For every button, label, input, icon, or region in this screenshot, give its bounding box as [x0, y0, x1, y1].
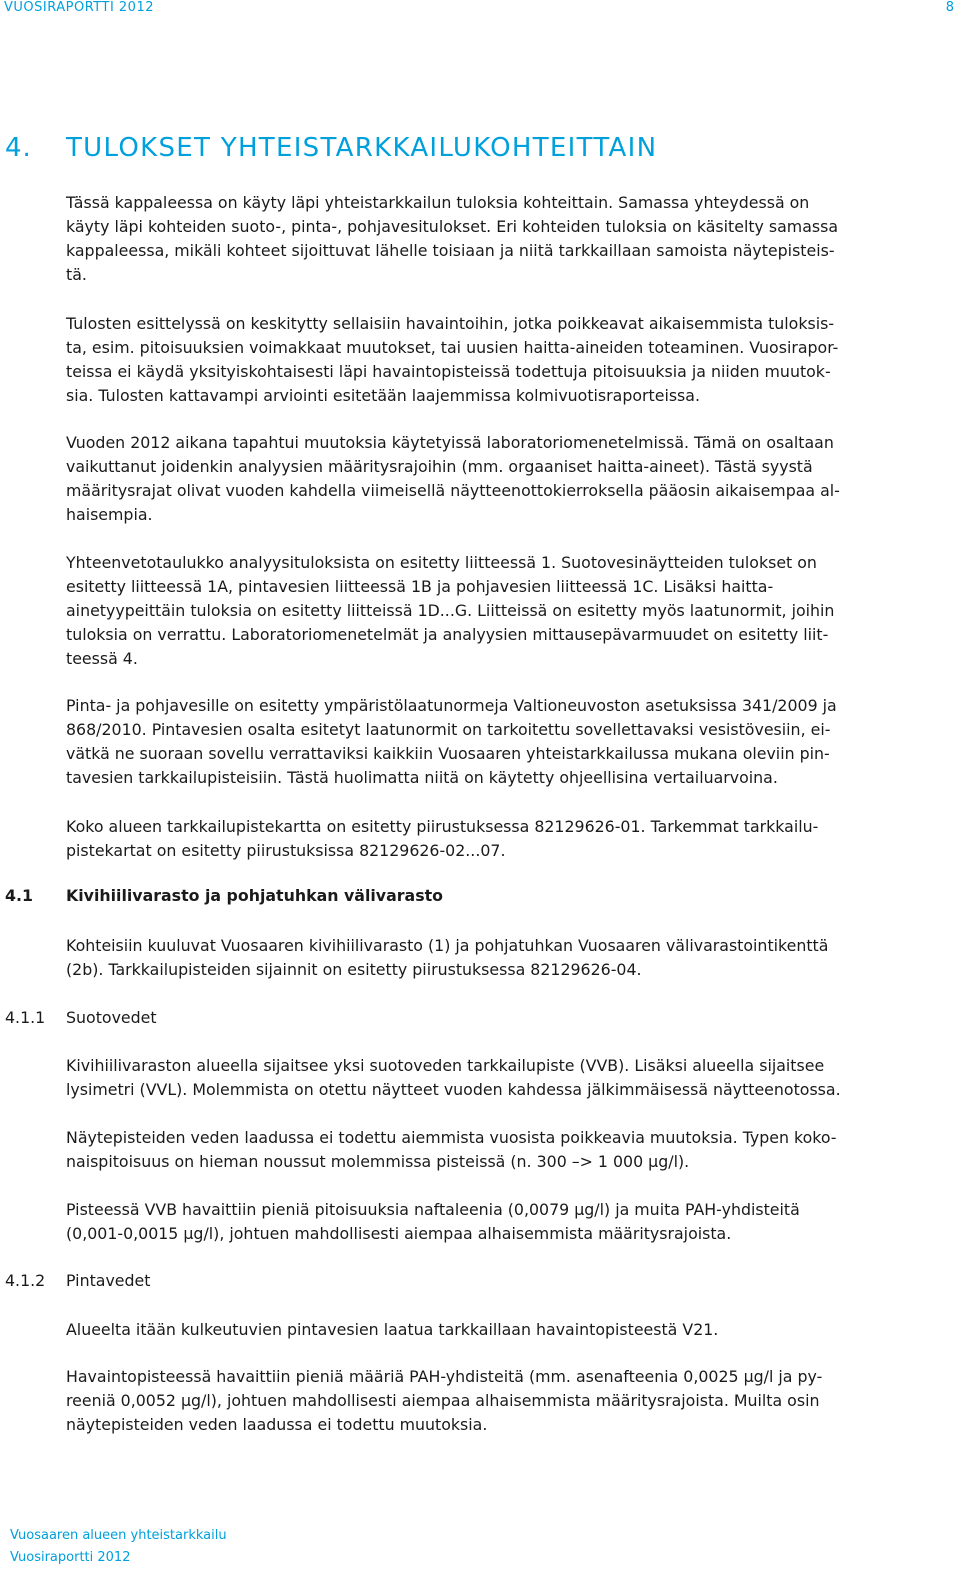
footer-line-2: Vuosiraportti 2012 — [10, 1550, 131, 1565]
paragraph: Pinta- ja pohjavesille on esitetty ympäristölaatunormeja Valtioneuvoston asetuksissa 341/2009 ja 868/2010. Pintavesien osalta esitetyt laatunormit on tarkoitettu sovellettavaksi vesistövesiin, ei- vätkä ne suoraan sovellu verrattaviksi kaikkiin Vuosaaren yhteistarkkailussa mukana oleviin pin- tavesien tarkkailupisteisiin. Tästä huolimatta niitä on käytetty ohjeellisina vertailuarvoina. — [66, 696, 837, 787]
paragraph: Kivihiilivaraston alueella sijaitsee yksi suotoveden tarkkailupiste (VVB). Lisäksi alueella sijaitsee lysimetri (VVL). Molemmista on otettu näytteet vuoden kahdessa jälkimmäisessä näytteenotossa. — [66, 1056, 841, 1099]
chapter-number: 4. — [5, 133, 32, 163]
subsection-number: 4.1.1 — [5, 1008, 46, 1027]
paragraph: Vuoden 2012 aikana tapahtui muutoksia käytetyissä laboratoriomenetelmissä. Tämä on osaltaan vaikuttanut joidenkin analyysien määritysrajoihin (mm. orgaaniset haitta-aineet). Tästä syystä määritysrajat olivat vuoden kahdella viimeisellä näytteenottokierroksella pääosin aikaisempaa al- haisempia. — [66, 433, 840, 524]
paragraph: Näytepisteiden veden laadussa ei todettu aiemmista vuosista poikkeavia muutoksia. Typen koko- naispitoisuus on hieman noussut molemmissa pisteissä (n. 300 –> 1 000 μg/l). — [66, 1128, 837, 1171]
paragraph: Yhteenvetotaulukko analyysituloksista on esitetty liitteessä 1. Suotovesinäytteiden tulokset on esitetty liitteessä 1A, pintavesien liitteessä 1B ja pohjavesien liitteessä 1C. Lisäksi haitta- ainetyypeittäin tuloksia on esitetty liitteissä 1D...G. Liitteissä on esitetty myös laatunormit, joihin tuloksia on verrattu. Laboratoriomenetelmät ja analyysien mittausepävarmuudet on esitetty liit- teessä 4. — [66, 553, 835, 668]
paragraph: Tulosten esittelyssä on keskitytty sellaisiin havaintoihin, jotka poikkeavat aikaisemmista tuloksis- ta, esim. pitoisuuksien voimakkaat muutokset, tai uusien haitta-aineiden toteaminen. Vuosirapor- teissa ei käydä yksityiskohtaisesti läpi havaintopisteissä todettuja pitoisuuksia ja niiden muutok- sia. Tulosten kattavampi arviointi esitetään laajemmissa kolmivuotisraporteissa. — [66, 314, 839, 405]
paragraph: Pisteessä VVB havaittiin pieniä pitoisuuksia naftaleenia (0,0079 μg/l) ja muita PAH-yhdisteitä (0,001-0,0015 μg/l), johtuen mahdollisesti aiempaa alhaisemmista määritysrajoista. — [66, 1200, 800, 1243]
footer-line-1: Vuosaaren alueen yhteistarkkailu — [10, 1528, 227, 1543]
running-header-title: VUOSIRAPORTTI 2012 — [4, 0, 154, 15]
subsection-title: Suotovedet — [66, 1008, 157, 1027]
chapter-title: TULOKSET YHTEISTARKKAILUKOHTEITTAIN — [66, 133, 658, 163]
paragraph: Kohteisiin kuuluvat Vuosaaren kivihiilivarasto (1) ja pohjatuhkan Vuosaaren välivarastointikenttä (2b). Tarkkailupisteiden sijainnit on esitetty piirustuksessa 82129626-04. — [66, 936, 829, 979]
subsection-title: Pintavedet — [66, 1271, 151, 1290]
paragraph: Havaintopisteessä havaittiin pieniä määriä PAH-yhdisteitä (mm. asenafteenia 0,0025 μg/l ja py- reeniä 0,0052 μg/l), johtuen mahdollisesti aiempaa alhaisemmista määritysrajoista. Muilta osin näytepisteiden veden laadussa ei todettu muutoksia. — [66, 1367, 823, 1434]
paragraph: Alueelta itään kulkeutuvien pintavesien laatua tarkkaillaan havaintopisteestä V21. — [66, 1320, 719, 1339]
paragraph: Tässä kappaleessa on käyty läpi yhteistarkkailun tuloksia kohteittain. Samassa yhteydessä on käyty läpi kohteiden suoto-, pinta-, pohjavesitulokset. Eri kohteiden tuloksia on käsitelty samassa kappaleessa, mikäli kohteet sijoittuvat lähelle toisiaan ja niitä tarkkaillaan samoista näytepisteis- tä. — [66, 193, 839, 284]
page-number: 8 — [945, 0, 954, 15]
paragraph: Koko alueen tarkkailupistekartta on esitetty piirustuksessa 82129626-01. Tarkemmat tarkkailu- pistekartat on esitetty piirustuksissa 82129626-02...07. — [66, 817, 819, 860]
subsection-number: 4.1.2 — [5, 1271, 46, 1290]
section-number: 4.1 — [5, 886, 33, 905]
section-title: Kivihiilivarasto ja pohjatuhkan välivarasto — [66, 886, 443, 905]
